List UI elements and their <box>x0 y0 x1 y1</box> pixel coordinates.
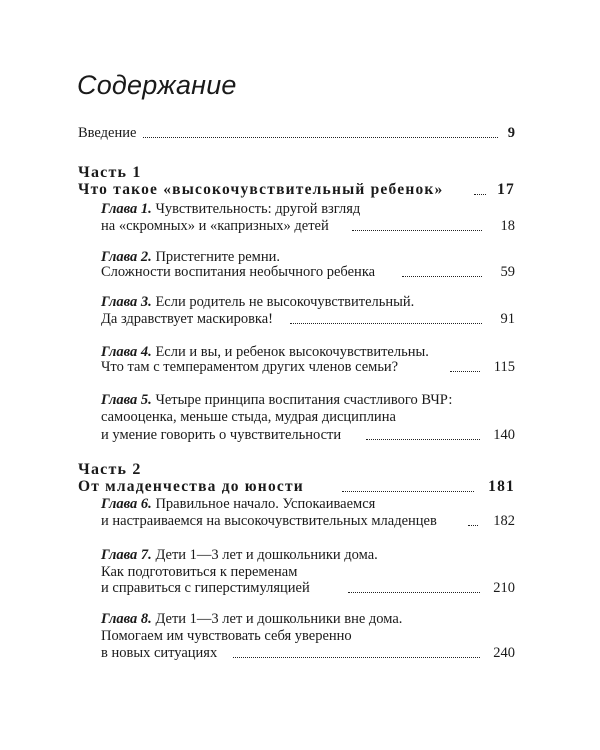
part1-heading: Что такое «высокочувствительный ребенок» <box>78 181 444 198</box>
part1-label: Часть 1 <box>78 164 142 181</box>
toc-chapter-4-cont <box>0 357 600 377</box>
chapter-5-line-2: самооценка, меньше стыда, мудрая дисциплина <box>101 409 396 425</box>
chapter-5-label: Глава 5. <box>101 392 152 408</box>
chapter-6-line-2: и настраиваемся на высокочувствительных младенцев <box>101 513 437 529</box>
chapter-3-label: Глава 3. <box>101 294 152 310</box>
chapter-8-line-2: Помогаем им чувствовать себя уверенно <box>101 628 352 644</box>
part1-page: 17 <box>497 181 515 198</box>
chapter-6-label: Глава 6. <box>101 496 152 512</box>
leader-dots <box>342 491 474 492</box>
leader-dots <box>352 230 482 231</box>
chapter-2-line-2: Сложности воспитания необычного ребенка <box>101 264 376 280</box>
chapter-7-line-2: Как подготовиться к переменам <box>101 564 298 580</box>
chapter-4-label: Глава 4. <box>101 344 152 360</box>
chapter-4-page: 115 <box>493 359 515 375</box>
chapter-2-page: 59 <box>500 264 515 280</box>
leader-dots <box>143 137 498 138</box>
chapter-6-line-1: Глава 6. Правильное начало. Успокаиваемся <box>101 496 376 512</box>
leader-dots <box>450 371 480 372</box>
chapter-3-line-2: Да здравствует маскировка! <box>101 311 274 327</box>
chapter-1-page: 18 <box>500 218 515 234</box>
toc-chapter-6-cont <box>0 511 600 531</box>
toc-chapter-3-cont <box>0 309 600 329</box>
intro-page: 9 <box>507 125 515 141</box>
chapter-2-line-1: Глава 2. Пристегните ремни. <box>101 249 280 265</box>
leader-dots <box>233 657 480 658</box>
toc-chapter-7-cont2 <box>0 578 600 598</box>
leader-dots <box>468 525 478 526</box>
toc-chapter-1-cont <box>0 216 600 236</box>
chapter-8-page: 240 <box>493 645 515 661</box>
chapter-7-line-3: и справиться с гиперстимуляцией <box>101 580 310 596</box>
leader-dots <box>348 592 480 593</box>
chapter-7-page: 210 <box>493 580 515 596</box>
leader-dots <box>366 439 480 440</box>
part2-label: Часть 2 <box>78 461 142 478</box>
toc-chapter-8-cont2 <box>0 643 600 663</box>
chapter-8-label: Глава 8. <box>101 611 152 627</box>
toc-part1-heading[interactable] <box>0 180 600 200</box>
chapter-5-line-1: Глава 5. Четыре принципа воспитания счастливого ВЧР: <box>101 392 453 408</box>
chapter-2-label: Глава 2. <box>101 249 152 265</box>
chapter-3-page: 91 <box>500 311 515 327</box>
part2-page: 181 <box>488 478 515 495</box>
chapter-1-line-2: на «скромных» и «капризных» детей <box>101 218 329 234</box>
page-title: Содержание <box>77 70 237 100</box>
chapter-1-label: Глава 1. <box>101 201 152 217</box>
chapter-6-page: 182 <box>493 513 515 529</box>
chapter-4-line-2: Что там с темпераментом других членов семьи? <box>101 359 399 375</box>
chapter-1-line-1: Глава 1. Чувствительность: другой взгляд <box>101 201 361 217</box>
toc-intro[interactable] <box>0 123 600 143</box>
toc-chapter-5-cont2 <box>0 425 600 445</box>
chapter-8-line-3: в новых ситуациях <box>101 645 218 661</box>
chapter-5-page: 140 <box>493 427 515 443</box>
toc-chapter-2-cont <box>0 262 600 282</box>
leader-dots <box>474 194 486 195</box>
chapter-7-label: Глава 7. <box>101 547 152 563</box>
leader-dots <box>290 323 482 324</box>
part2-heading: От младенчества до юности <box>78 478 304 495</box>
chapter-3-line-1: Глава 3. Если родитель не высокочувствительный. <box>101 294 415 310</box>
chapter-4-line-1: Глава 4. Если и вы, и ребенок высокочувствительны. <box>101 344 429 360</box>
chapter-7-line-1: Глава 7. Дети 1—3 лет и дошкольники дома. <box>101 547 378 563</box>
chapter-5-line-3: и умение говорить о чувствительности <box>101 427 342 443</box>
chapter-8-line-1: Глава 8. Дети 1—3 лет и дошкольники вне дома. <box>101 611 403 627</box>
intro-label: Введение <box>78 125 137 141</box>
leader-dots <box>402 276 482 277</box>
toc-chapter-5-cont <box>0 407 600 427</box>
